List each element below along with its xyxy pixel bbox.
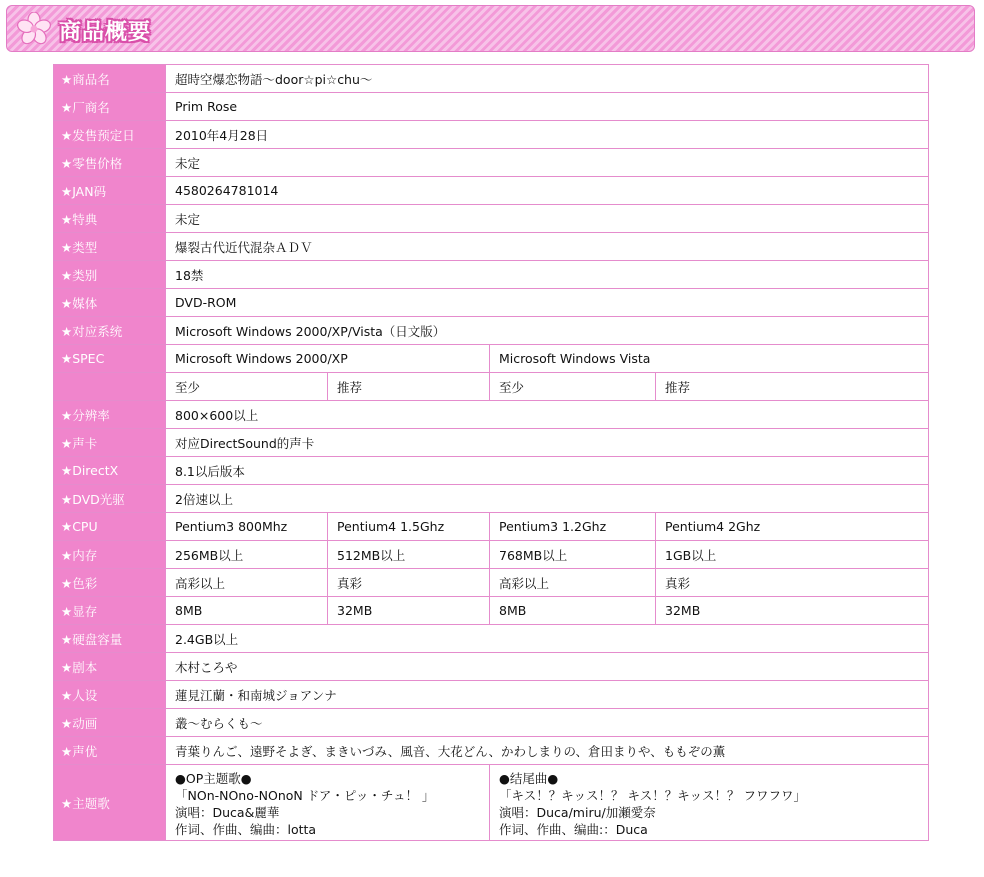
color-rec-vista: 真彩 — [656, 569, 929, 597]
row-anim — [54, 709, 929, 737]
value-maker: Prim Rose — [166, 93, 929, 121]
spec-rec-xp: 推荐 — [328, 373, 490, 401]
section-header-banner — [6, 5, 975, 52]
color-rec-xp: 真彩 — [328, 569, 490, 597]
row-media — [54, 289, 929, 317]
label-bonus: ★特典 — [54, 205, 166, 233]
spec-col-xp: Microsoft Windows 2000/XP — [166, 345, 490, 373]
label-maker: ★厂商名 — [54, 93, 166, 121]
op-song: 「NOn-NOno-NOnoN ドア・ピッ・チュ！ 」 — [175, 787, 435, 803]
label-script: ★剧本 — [54, 653, 166, 681]
op-singer: 演唱：Duca&麗華 — [175, 804, 280, 820]
vram-min-xp: 8MB — [166, 597, 328, 625]
row-sound — [54, 429, 929, 457]
op-title: ●OP主题歌● — [175, 770, 252, 786]
row-category — [54, 261, 929, 289]
value-art: 蓮見江蘭・和南城ジョアンナ — [166, 681, 929, 709]
op-credits: 作词、作曲、编曲：lotta — [175, 821, 317, 837]
label-sound: ★声卡 — [54, 429, 166, 457]
label-price: ★零售价格 — [54, 149, 166, 177]
value-script: 木村ころや — [166, 653, 929, 681]
label-art: ★人设 — [54, 681, 166, 709]
vram-rec-xp: 32MB — [328, 597, 490, 625]
row-cast — [54, 737, 929, 765]
label-vram: ★显存 — [54, 597, 166, 625]
row-cpu — [54, 513, 929, 541]
label-cast: ★声优 — [54, 737, 166, 765]
label-hdd: ★硬盘容量 — [54, 625, 166, 653]
value-category: 18禁 — [166, 261, 929, 289]
row-maker — [54, 93, 929, 121]
row-os — [54, 317, 929, 345]
cpu-rec-xp: Pentium4 1.5Ghz — [328, 513, 490, 541]
row-directx — [54, 457, 929, 485]
value-os: Microsoft Windows 2000/XP/Vista（日文版） — [166, 317, 929, 345]
value-hdd: 2.4GB以上 — [166, 625, 929, 653]
value-product-name: 超時空爆恋物語～door☆pi☆chu～ — [166, 65, 929, 93]
row-color — [54, 569, 929, 597]
ed-singer: 演唱：Duca/miru/加瀬愛奈 — [499, 804, 656, 820]
row-price — [54, 149, 929, 177]
sakura-flower-icon — [17, 12, 51, 46]
row-art — [54, 681, 929, 709]
row-resolution — [54, 401, 929, 429]
row-spec-sub — [54, 373, 929, 401]
cpu-min-vista: Pentium3 1.2Ghz — [490, 513, 656, 541]
label-theme-song: ★主题歌 — [54, 765, 166, 841]
label-color: ★色彩 — [54, 569, 166, 597]
value-cast: 青葉りんご、遠野そよぎ、まきいづみ、風音、大花どん、かわしまりの、倉田まりや、ももぞの薫 — [166, 737, 929, 765]
spec-col-vista: Microsoft Windows Vista — [490, 345, 929, 373]
ed-credits: 作词、作曲、编曲:：Duca — [499, 821, 648, 837]
section-title: 商品概要 — [59, 20, 152, 45]
label-dvd: ★DVD光驱 — [54, 485, 166, 513]
value-genre: 爆裂古代近代混杂ＡＤＶ — [166, 233, 929, 261]
label-category: ★类别 — [54, 261, 166, 289]
label-anim: ★动画 — [54, 709, 166, 737]
label-media: ★媒体 — [54, 289, 166, 317]
row-release-date — [54, 121, 929, 149]
value-directx: 8.1以后版本 — [166, 457, 929, 485]
value-dvd: 2倍速以上 — [166, 485, 929, 513]
value-sound: 对应DirectSound的声卡 — [166, 429, 929, 457]
memory-rec-vista: 1GB以上 — [656, 541, 929, 569]
label-genre: ★类型 — [54, 233, 166, 261]
row-memory — [54, 541, 929, 569]
row-vram — [54, 597, 929, 625]
value-resolution: 800×600以上 — [166, 401, 929, 429]
label-cpu: ★CPU — [54, 513, 166, 541]
op-theme-cell — [166, 765, 490, 841]
ed-title: ●结尾曲● — [499, 770, 559, 786]
label-directx: ★DirectX — [54, 457, 166, 485]
label-spec-sub-empty — [54, 373, 166, 401]
row-product-name — [54, 65, 929, 93]
row-spec — [54, 345, 929, 373]
row-genre — [54, 233, 929, 261]
row-script — [54, 653, 929, 681]
label-product-name: ★商品名 — [54, 65, 166, 93]
label-resolution: ★分辨率 — [54, 401, 166, 429]
memory-rec-xp: 512MB以上 — [328, 541, 490, 569]
ed-theme-cell — [490, 765, 929, 841]
row-dvd — [54, 485, 929, 513]
color-min-vista: 高彩以上 — [490, 569, 656, 597]
value-release-date: 2010年4月28日 — [166, 121, 929, 149]
row-hdd — [54, 625, 929, 653]
memory-min-vista: 768MB以上 — [490, 541, 656, 569]
label-release-date: ★发售预定日 — [54, 121, 166, 149]
value-price: 未定 — [166, 149, 929, 177]
spec-min-vista: 至少 — [490, 373, 656, 401]
row-jan — [54, 177, 929, 205]
label-os: ★对应系统 — [54, 317, 166, 345]
value-bonus: 未定 — [166, 205, 929, 233]
row-bonus — [54, 205, 929, 233]
ed-song: 「キス！？キッス！？ キス！？キッス！？ フワフワ」 — [499, 787, 806, 803]
cpu-min-xp: Pentium3 800Mhz — [166, 513, 328, 541]
memory-min-xp: 256MB以上 — [166, 541, 328, 569]
vram-min-vista: 8MB — [490, 597, 656, 625]
color-min-xp: 高彩以上 — [166, 569, 328, 597]
spec-min-xp: 至少 — [166, 373, 328, 401]
product-spec-table — [53, 64, 929, 841]
label-memory: ★内存 — [54, 541, 166, 569]
cpu-rec-vista: Pentium4 2Ghz — [656, 513, 929, 541]
value-anim: 叢～むらくも～ — [166, 709, 929, 737]
vram-rec-vista: 32MB — [656, 597, 929, 625]
value-jan: 4580264781014 — [166, 177, 929, 205]
label-jan: ★JAN码 — [54, 177, 166, 205]
row-theme-song — [54, 765, 929, 841]
value-media: DVD-ROM — [166, 289, 929, 317]
spec-rec-vista: 推荐 — [656, 373, 929, 401]
label-spec: ★SPEC — [54, 345, 166, 373]
